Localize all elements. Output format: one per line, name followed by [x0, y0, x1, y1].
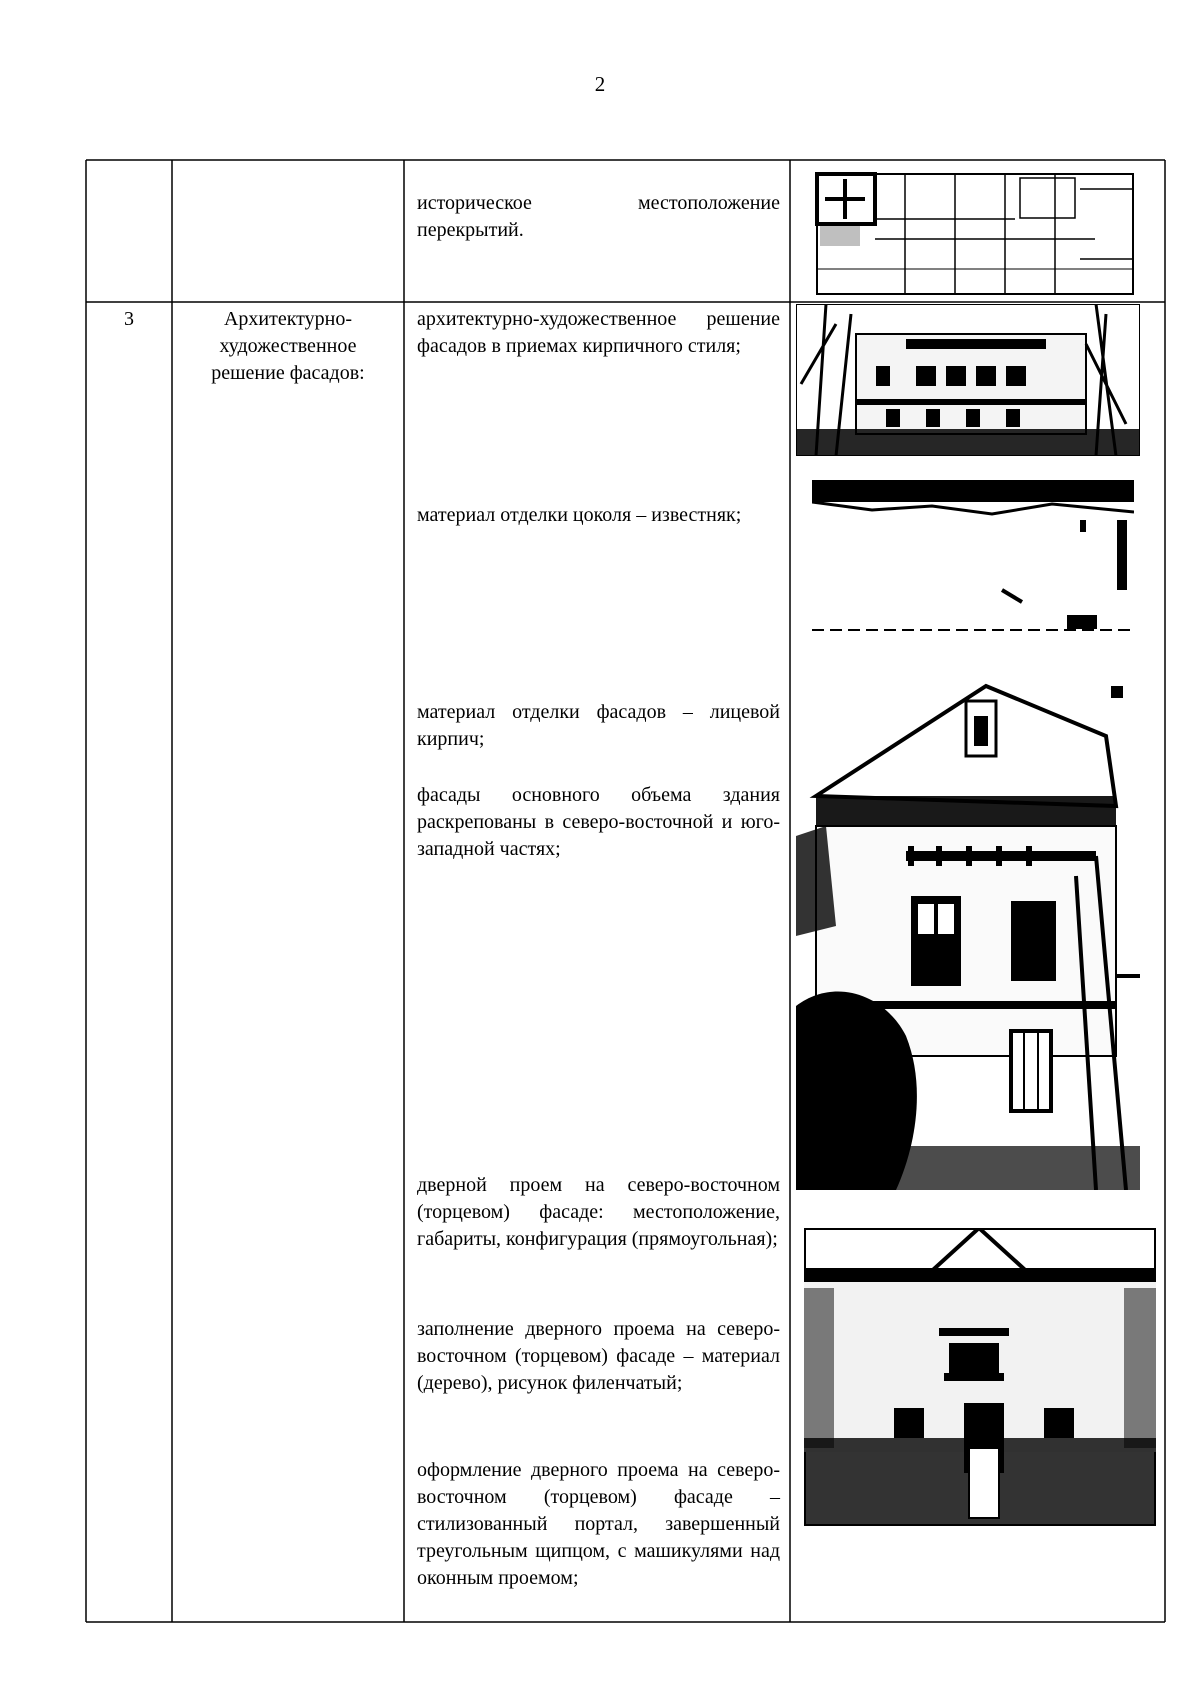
- item-facade-projection: фасады основного объема здания раскрепованы в северо-восточной и юго-западной частях;: [417, 784, 780, 860]
- building-facade-photo: [796, 304, 1140, 456]
- floor-plan-icon: [815, 164, 1135, 299]
- item-door-filling: заполнение дверного проема на северо-восточном (торцевом) фасаде – материал (дерево), рисунок филенчатый;: [417, 1318, 780, 1394]
- page-number: 2: [594, 72, 606, 96]
- item-plinth-material: материал отделки цоколя – известняк;: [417, 504, 742, 526]
- element-name: Архитектурно-художественное решение фасадов:: [211, 308, 365, 384]
- item-brick-style: архитектурно-художественное решение фасадов в приемах кирпичного стиля;: [417, 308, 780, 357]
- item-door-portal: оформление дверного проема на северо-восточном (торцевом) фасаде – стилизованный портал, завершенный треугольным щипцом, с машикулями над оконным проемом;: [417, 1459, 780, 1589]
- continued-row-text: историческое местоположение перекрытий.: [417, 192, 780, 241]
- plinth-photo: [812, 480, 1134, 637]
- item-facade-material: материал отделки фасадов – лицевой кирпич;: [417, 701, 780, 750]
- row-number: 3: [124, 308, 134, 330]
- item-door-opening: дверной проем на северо-восточном (торцевом) фасаде: местоположение, габариты, конфигурация (прямоугольная);: [417, 1174, 780, 1250]
- building-corner-photo: [796, 676, 1140, 1190]
- entrance-portal-photo: [804, 1228, 1156, 1526]
